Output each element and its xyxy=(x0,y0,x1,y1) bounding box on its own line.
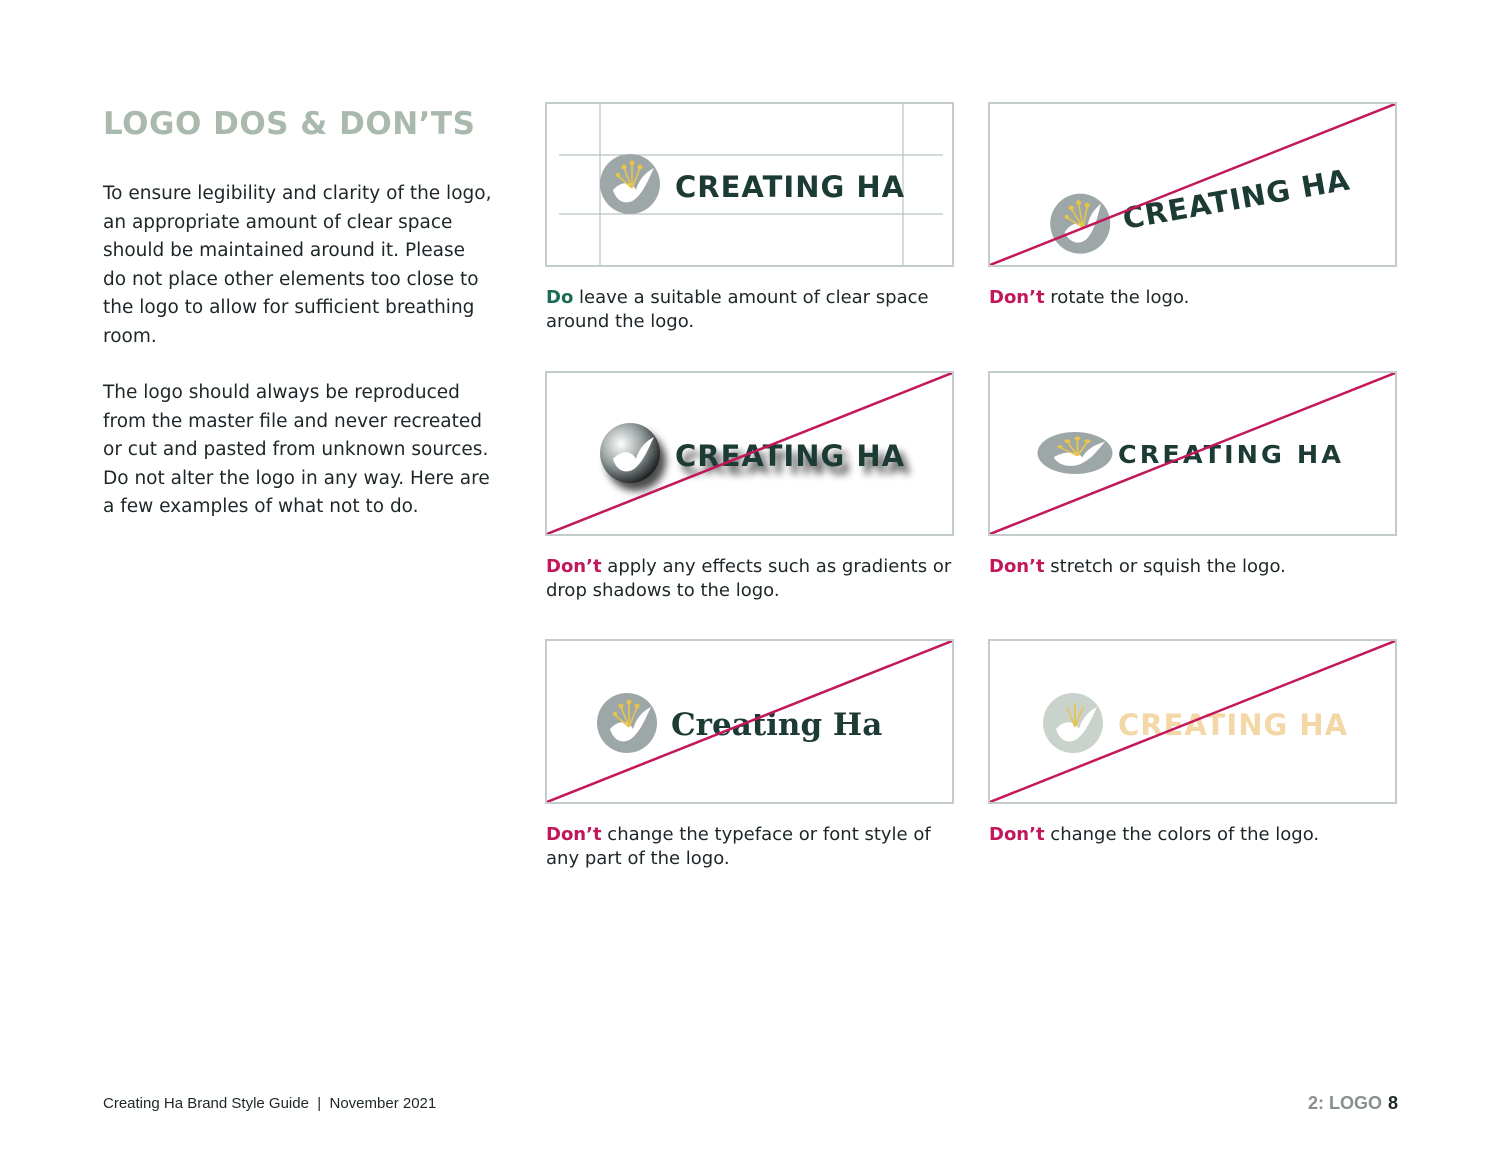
page-title: LOGO DOS & DON’TS xyxy=(103,106,476,142)
logo-stretched-illustration xyxy=(990,373,1395,534)
caption-text: apply any effects such as gradients or drop shadows to the logo. xyxy=(546,556,952,601)
example-clear-space xyxy=(545,102,954,267)
intro-paragraph: To ensure legibility and clarity of the logo, an appropriate amount of clear space should be maintained around it. Please do not place other elements too close to the logo to allow for sufficient breathing room. xyxy=(103,183,492,347)
caption-keyword: Don’t xyxy=(546,824,602,845)
caption-dont-effects xyxy=(546,555,956,603)
caption-keyword: Do xyxy=(546,287,574,308)
caption-dont-colors xyxy=(989,823,1399,847)
logo-wordmark-serif: Creating Ha xyxy=(671,707,883,743)
caption-text: change the typeface or font style of any part of the logo. xyxy=(546,824,931,869)
footer-guide-title: Creating Ha Brand Style Guide | November 2021 xyxy=(103,1095,437,1112)
example-colors xyxy=(988,639,1397,804)
logo-effects-illustration xyxy=(547,373,952,534)
logo-rotated-illustration xyxy=(990,104,1395,265)
caption-dont-stretch xyxy=(989,555,1399,579)
caption-keyword: Don’t xyxy=(546,556,602,577)
example-stretch xyxy=(988,371,1397,536)
intro-text xyxy=(103,180,493,550)
caption-text: stretch or squish the logo. xyxy=(1044,556,1286,577)
logo-wordmark: CREATING HA xyxy=(1118,708,1349,742)
caption-keyword: Don’t xyxy=(989,556,1045,577)
intro-paragraph: The logo should always be reproduced from the master file and never recreated or cut and pasted from unknown sources. Do not alter the logo in any way. Here are a few examples of what not to do. xyxy=(103,382,490,517)
caption-text: change the colors of the logo. xyxy=(1044,824,1320,845)
example-rotate xyxy=(988,102,1397,267)
example-typeface xyxy=(545,639,954,804)
logo-mark-icon xyxy=(600,154,660,214)
caption-do xyxy=(546,286,956,334)
logo-wordmark: CREATING HA xyxy=(675,170,906,204)
caption-keyword: Don’t xyxy=(989,824,1045,845)
page-number: 8 xyxy=(1387,1093,1398,1113)
footer-section: 2: LOGO xyxy=(1307,1093,1382,1113)
footer-page-info xyxy=(1308,1093,1398,1114)
logo-mark-gradient-icon xyxy=(600,423,660,483)
caption-dont-rotate xyxy=(989,286,1399,310)
logo-colors-illustration xyxy=(990,641,1395,802)
logo-typeface-illustration xyxy=(547,641,952,802)
logo-clear-space-illustration xyxy=(547,104,952,265)
logo-mark-icon xyxy=(1038,432,1113,474)
example-effects xyxy=(545,371,954,536)
logo-wordmark: CREATING HA xyxy=(1120,162,1353,236)
logo-mark-icon xyxy=(597,693,657,753)
logo-mark-icon xyxy=(1045,189,1115,259)
logo-wordmark: CREATING HA xyxy=(1118,440,1344,469)
caption-text: leave a suitable amount of clear space around the logo. xyxy=(546,287,929,332)
caption-text: rotate the logo. xyxy=(1044,287,1190,308)
caption-keyword: Don’t xyxy=(989,287,1045,308)
logo-wordmark: CREATING HA xyxy=(675,439,906,473)
caption-dont-typeface xyxy=(546,823,956,871)
